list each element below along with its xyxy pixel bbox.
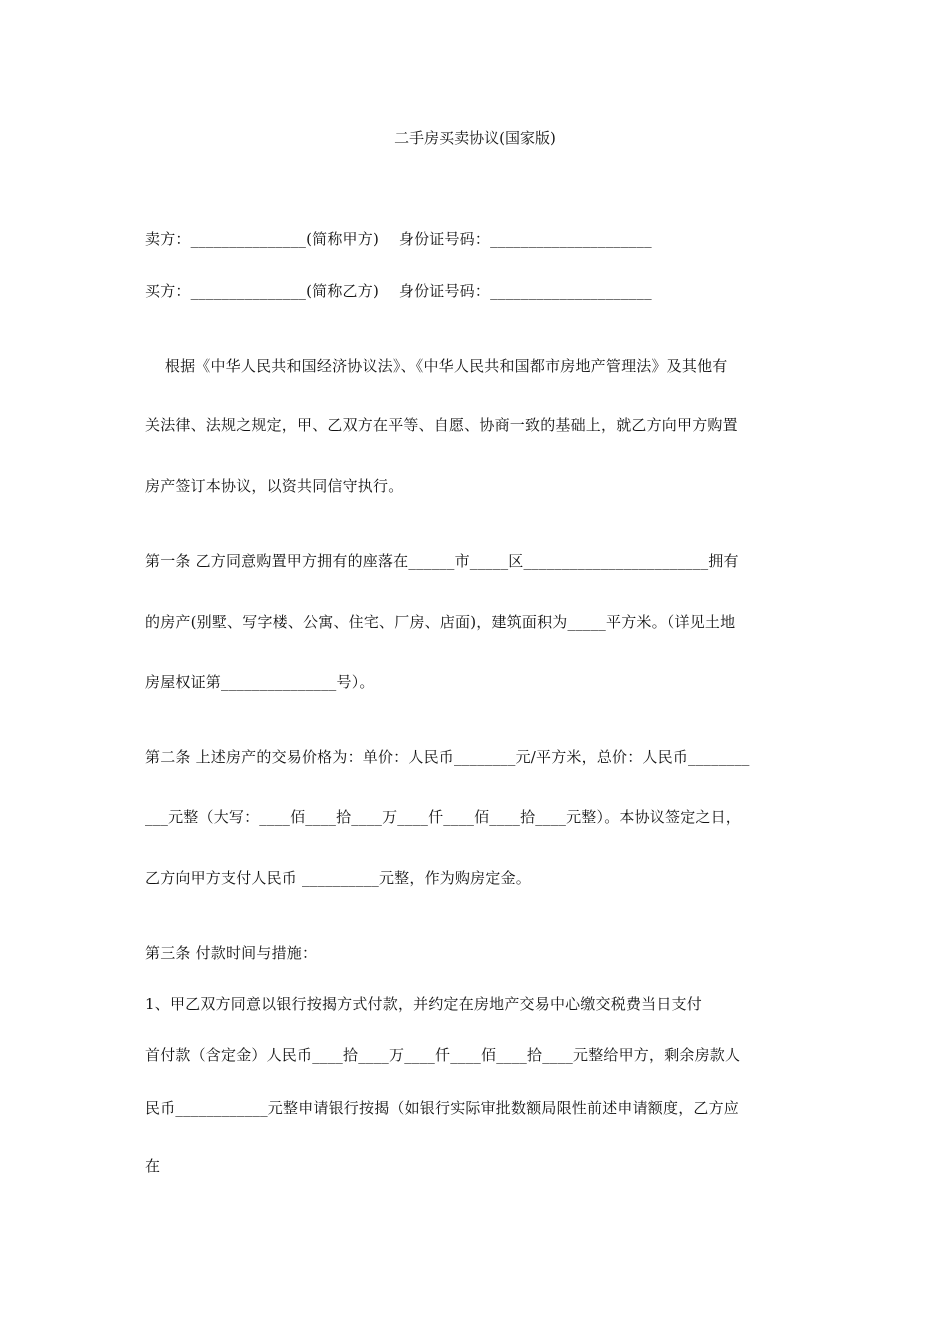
article3-line-4: 在 (145, 1157, 161, 1175)
document-title: 二手房买卖协议(国家版) (394, 129, 556, 147)
article2-line-1: 第二条 上述房产的交易价格为：单价：人民币________元/平方米，总价：人民币________ (145, 748, 750, 766)
article1-line-3: 房屋权证第_______________号）。 (145, 673, 375, 691)
article2-line-2: ___元整（大写：____佰____拾____万____仟____佰____拾____元整）。本协议签定之日， (145, 808, 742, 826)
article3-line-1: 1、甲乙双方同意以银行按揭方式付款，并约定在房地产交易中心缴交税费当日支付 (145, 995, 702, 1013)
buyer-line: 买方：_______________(简称乙方) 身份证号码：_____________________ (145, 282, 652, 300)
article2-line-3: 乙方向甲方支付人民币 __________元整，作为购房定金。 (145, 869, 531, 887)
preamble-line-2: 关法律、法规之规定，甲、乙双方在平等、自愿、协商一致的基础上，就乙方向甲方购置 (145, 416, 738, 434)
seller-line: 卖方：_______________(简称甲方) 身份证号码：_____________________ (145, 230, 652, 248)
preamble-line-3: 房产签订本协议，以资共同信守执行。 (145, 477, 404, 495)
preamble-line-1: 根据《中华人民共和国经济协议法》、《中华人民共和国都市房地产管理法》及其他有 (145, 357, 728, 375)
article3-line-3: 民币____________元整申请银行按揭（如银行实际审批数额局限性前述申请额度，乙方应 (145, 1099, 740, 1117)
article1-line-2: 的房产(别墅、写字楼、公寓、住宅、厂房、店面)，建筑面积为_____平方米。（详见土地 (145, 613, 736, 631)
article3-line-2: 首付款（含定金）人民币____拾____万____仟____佰____拾____元整给甲方，剩余房款人 (145, 1046, 741, 1064)
article1-line-1: 第一条 乙方同意购置甲方拥有的座落在______市_____区________________________拥有 (145, 552, 739, 570)
article3-heading: 第三条 付款时间与措施： (145, 944, 318, 962)
